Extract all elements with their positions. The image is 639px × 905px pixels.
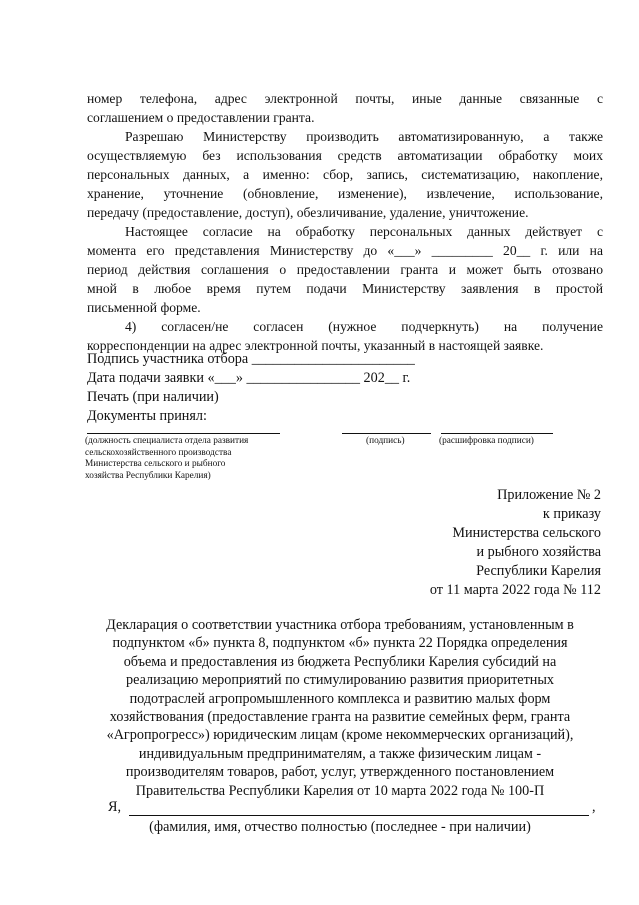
- consent-p3-line2: момента его представления Министерству до «___» _________ 20__ г. или на: [87, 243, 603, 258]
- name-field-caption: (фамилия, имя, отчество полностью (последнее - при наличии): [149, 819, 531, 835]
- application-date-line: Дата подачи заявки «___» ________________ 202__ г.: [87, 370, 411, 386]
- consent-p3-line4: мной в любое время путем подачи Министерству заявления в простой: [87, 281, 603, 296]
- signature-rule: [342, 433, 431, 434]
- appendix-line4: и рыбного хозяйства: [476, 544, 601, 560]
- position-caption-line3: Министерства сельского и рыбного: [85, 459, 226, 469]
- position-rule: [87, 433, 280, 434]
- appendix-line2: к приказу: [542, 506, 601, 522]
- appendix-line3: Министерства сельского: [452, 525, 601, 541]
- position-caption-line4: хозяйства Республики Карелия): [85, 470, 211, 481]
- consent-p4-line2: корреспонденции на адрес электронной почты, указанный в настоящей заявке.: [87, 338, 544, 353]
- declaration-line4: реализацию мероприятий по стимулированию развития приоритетных: [126, 672, 554, 689]
- consent-p1-line2: соглашением о предоставлении гранта.: [87, 110, 315, 125]
- appendix-line5: Республики Карелия: [476, 563, 601, 579]
- name-field-rule: [129, 815, 589, 816]
- stamp-line: Печать (при наличии): [87, 389, 219, 405]
- signature-caption: (подпись): [366, 436, 405, 446]
- declaration-line1: Декларация о соответствии участника отбора требованиям, установленным в: [106, 617, 574, 633]
- position-caption: [85, 436, 248, 482]
- decoding-rule: [441, 433, 553, 434]
- consent-p1-line1: номер телефона, адрес электронной почты, иные данные связанные с: [87, 91, 603, 106]
- declaration-line2: подпунктом «б» пункта 8, подпунктом «б» пункта 22 Порядка определения: [112, 635, 568, 652]
- declaration-line5: подотраслей агропромышленного комплекса и развитию малых форм: [129, 690, 551, 707]
- declaration-line10: Правительства Республики Карелия от 10 марта 2022 года № 100-П: [135, 782, 545, 799]
- position-caption-line1: (должность специалиста отдела развития: [85, 436, 249, 446]
- signature-block: [87, 350, 507, 426]
- consent-p2-line1: Разрешаю Министерству производить автоматизированную, а также: [125, 129, 603, 144]
- declaration-line6: хозяйствования (предоставление гранта на развитие семейных ферм, гранта: [109, 709, 571, 726]
- appendix-header: [330, 486, 601, 600]
- declaration-line7: «Агропрогресс») юридическим лицам (кроме некоммерческих организаций),: [106, 727, 574, 744]
- consent-p3-line3: период действия соглашения о предоставлении гранта и может быть отозвано: [87, 262, 603, 277]
- declaration-title: [40, 616, 639, 800]
- decoding-caption: (расшифровка подписи): [439, 436, 534, 446]
- declaration-line9: производителям товаров, работ, услуг, утвержденного постановлением: [125, 764, 555, 781]
- consent-p2-line2: осуществляемую без использования средств автоматизации обработку моих: [87, 148, 603, 163]
- consent-p3-line5: письменной форме.: [87, 300, 201, 315]
- participant-signature-line: Подпись участника отбора _______________________: [87, 351, 415, 367]
- documents-accepted-line: Документы принял:: [87, 408, 207, 424]
- consent-p2-line4: хранение, уточнение (обновление, изменение), извлечение, использование,: [87, 186, 603, 201]
- name-field-prefix: Я,: [108, 799, 122, 815]
- declaration-line3: объема и предоставления из бюджета Республики Карелия субсидий на: [123, 653, 557, 670]
- position-caption-line2: сельскохозяйственного производства: [85, 447, 232, 458]
- declaration-line8: индивидуальным предпринимателям, а также физическим лицам -: [138, 745, 542, 762]
- consent-p3-line1: Настоящее согласие на обработку персональных данных действует с: [125, 224, 603, 239]
- appendix-line6: от 11 марта 2022 года № 112: [429, 582, 601, 598]
- name-field-suffix: ,: [592, 799, 596, 815]
- consent-p2-line5: передачу (предоставление, доступ), обезличивание, удаление, уничтожение.: [87, 205, 529, 220]
- consent-p2-line3: персональных данных, а именно: сбор, запись, систематизацию, накопление,: [87, 167, 603, 182]
- appendix-line1: Приложение № 2: [497, 487, 601, 503]
- consent-text: [87, 89, 603, 355]
- consent-p4-line1: 4) согласен/не согласен (нужное подчеркнуть) на получение: [125, 319, 603, 334]
